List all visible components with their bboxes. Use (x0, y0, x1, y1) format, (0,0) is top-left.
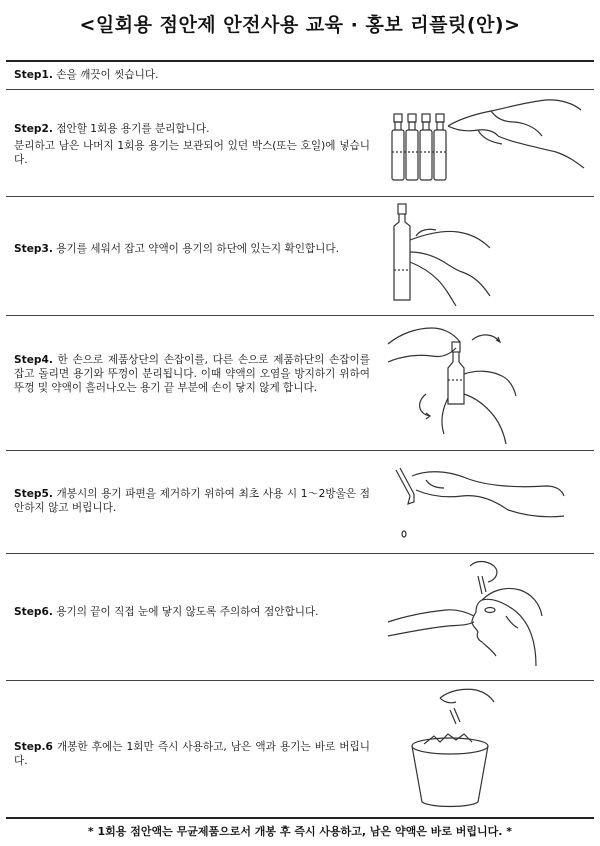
step-label: Step3. (14, 243, 53, 255)
divider (6, 315, 594, 316)
step-text: 개봉시의 용기 파편을 제거하기 위하여 최초 사용 시 1～2방울은 점안하지 않고 버립니다. (14, 488, 371, 514)
page-title: <일회용 점안제 안전사용 교육 · 홍보 리플릿(안)> (79, 14, 521, 36)
step-label: Step2. (14, 123, 53, 135)
step-5 (14, 487, 370, 515)
divider (6, 60, 594, 62)
step-1 (14, 68, 574, 82)
divider (6, 680, 594, 681)
step-label: Step4. (14, 354, 53, 366)
step-text: 손을 깨끗이 씻습니다. (56, 69, 159, 81)
step-label: Step1. (14, 69, 53, 81)
divider (6, 553, 594, 554)
step-2 (14, 122, 370, 167)
step-label: Step5. (14, 488, 53, 500)
divider (6, 196, 594, 197)
ampoule-strip-illustration (386, 96, 586, 188)
step-text: 개봉한 후에는 1회만 즉시 사용하고, 남은 액과 용기는 바로 버립니다. (14, 741, 370, 767)
step-text: 점안할 1회용 용기를 분리합니다. (56, 123, 210, 135)
footer-note: * 1회용 점안액는 무균제품으로서 개봉 후 즉시 사용하고, 남은 약액은 바로 버립니다. * (87, 825, 513, 838)
step-text: 한 손으로 제품상단의 손잡이를, 다른 손으로 제품하단의 손잡이를 잡고 돌리면 용기와 뚜껑이 분리됩니다. 이때 약액의 오염을 방지하기 위하여 뚜껑 및 약액이 흘러나오는 용기 끝 부분에 손이 닿지 않게 합니다. (14, 354, 370, 394)
step-label: Step6. (14, 606, 53, 618)
step-7 (14, 740, 370, 768)
trash-bin-illustration (404, 684, 514, 812)
step-6 (14, 605, 370, 619)
step-text: 용기의 끝이 직접 눈에 닿지 않도록 주의하여 점안합니다. (56, 606, 319, 618)
hand-holding-vial-illustration (386, 200, 496, 310)
twist-open-vial-illustration (386, 318, 518, 446)
step-text: 용기를 세워서 잡고 약액이 용기의 하단에 있는지 확인합니다. (56, 243, 340, 255)
divider (6, 817, 594, 819)
divider (6, 89, 594, 90)
step-text-secondary: 분리하고 남은 나머지 1회용 용기는 보관되어 있던 박스(또는 호일)에 넣습니다. (14, 140, 370, 166)
eye-drop-application-illustration (386, 556, 546, 676)
step-label: Step.6 (14, 741, 53, 753)
divider (6, 450, 594, 451)
step-3 (14, 242, 370, 256)
discard-first-drops-illustration (386, 456, 566, 548)
step-4 (14, 353, 370, 395)
